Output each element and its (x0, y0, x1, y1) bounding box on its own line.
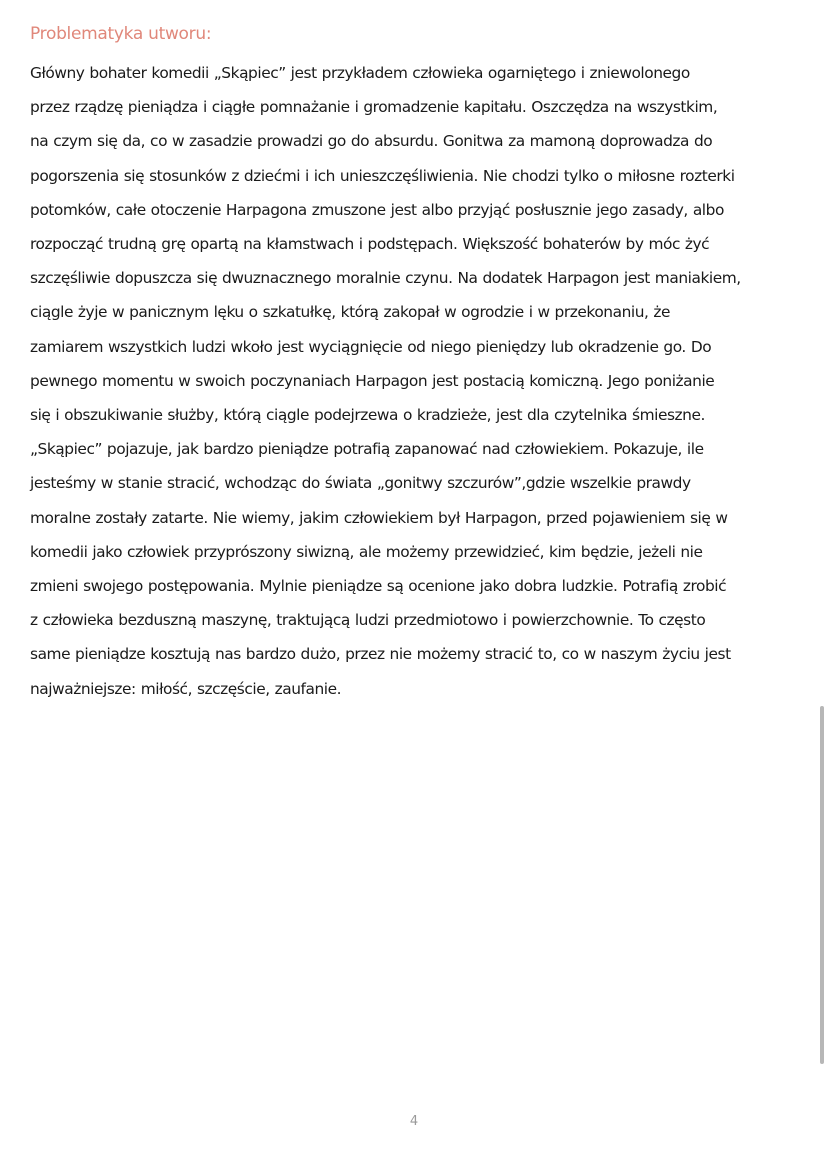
text-line: komedii jako człowiek przyprószony siwizną, ale możemy przewidzieć, kim będzie, jeżeli nie (30, 542, 703, 561)
text-line: rozpocząć trudną grę opartą na kłamstwach i podstępach. Większość bohaterów by móc żyć (30, 235, 710, 254)
text-line: przez rządzę pieniądza i ciągłe pomnażanie i gromadzenie kapitału. Oszczędza na wszystkim, (30, 98, 718, 117)
text-line: z człowieka bezduszną maszynę, traktującą ludzi przedmiotowo i powierzchownie. To często (30, 611, 706, 630)
text-line: na czym się da, co w zasadzie prowadzi go do absurdu. Gonitwa za mamoną doprowadza do (30, 132, 713, 151)
text-line: szczęśliwie dopuszcza się dwuznacznego moralnie czynu. Na dodatek Harpagon jest maniakiem, (30, 269, 741, 288)
vertical-scrollbar[interactable] (820, 706, 824, 1064)
body-paragraph (30, 56, 800, 706)
page-number: 4 (409, 1114, 419, 1129)
text-line: jesteśmy w stanie stracić, wchodząc do świata „gonitwy szczurów”,gdzie wszelkie prawdy (30, 474, 691, 493)
text-line: zmieni swojego postępowania. Mylnie pieniądze są ocenione jako dobra ludzkie. Potrafią zrobić (30, 577, 727, 596)
text-line: ciągle żyje w panicznym lęku o szkatułkę, którą zakopał w ogrodzie i w przekonaniu, że (30, 303, 671, 322)
text-line: same pieniądze kosztują nas bardzo dużo, przez nie możemy stracić to, co w naszym życiu jest (30, 645, 731, 664)
section-heading: Problematyka utworu: (30, 24, 212, 44)
text-line: Główny bohater komedii „Skąpiec” jest przykładem człowieka ogarniętego i zniewolonego (30, 64, 690, 82)
text-line: „Skąpiec” pojazuje, jak bardzo pieniądze potrafią zapanować nad człowiekiem. Pokazuje, ile (30, 440, 704, 459)
text-line: się i obszukiwanie służby, którą ciągle podejrzewa o kradzieże, jest dla czytelnika śmieszne. (30, 406, 705, 425)
text-line: zamiarem wszystkich ludzi wkoło jest wyciągnięcie od niego pieniędzy lub okradzenie go. Do (30, 337, 712, 356)
text-line: najważniejsze: miłość, szczęście, zaufanie. (30, 679, 342, 698)
text-line: moralne zostały zatarte. Nie wiemy, jakim człowiekiem był Harpagon, przed pojawieniem się w (30, 508, 728, 527)
text-line: potomków, całe otoczenie Harpagona zmuszone jest albo przyjąć posłusznie jego zasady, albo (30, 200, 724, 219)
text-line: pogorszenia się stosunków z dziećmi i ich unieszczęśliwienia. Nie chodzi tylko o miłosne rozterki (30, 166, 735, 185)
text-line: pewnego momentu w swoich poczynaniach Harpagon jest postacią komiczną. Jego poniżanie (30, 371, 715, 390)
